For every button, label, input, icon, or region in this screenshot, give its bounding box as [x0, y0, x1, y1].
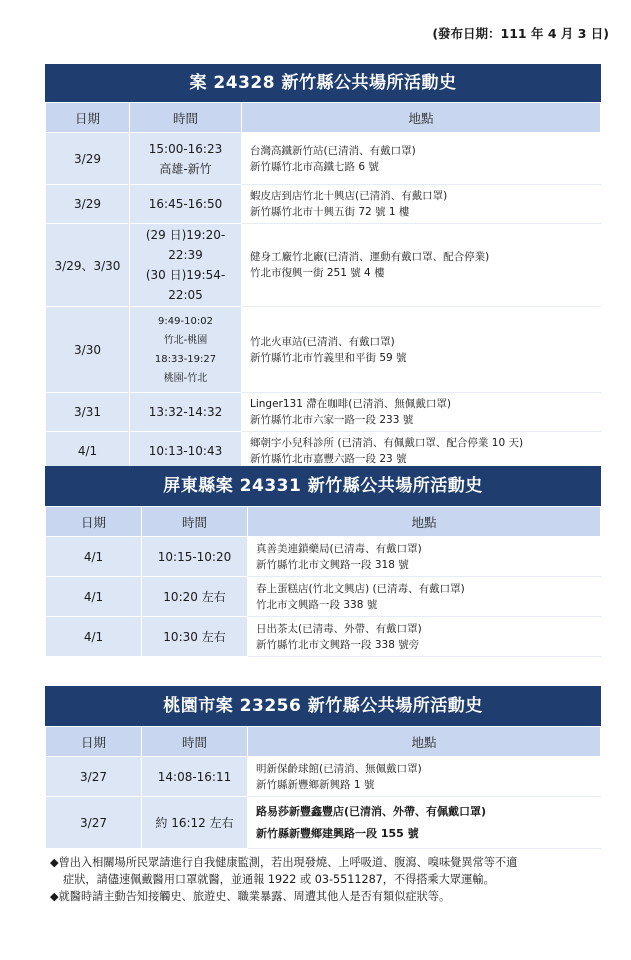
- row-date: 3/30: [46, 307, 130, 393]
- header-date: 日期: [46, 103, 130, 133]
- row-date: 4/1: [46, 617, 142, 657]
- header-time: 時間: [130, 103, 242, 133]
- row-date: 3/29、3/30: [46, 224, 130, 307]
- row-time: 10:30 左右: [142, 617, 248, 657]
- row-time: 10:20 左右: [142, 577, 248, 617]
- row-place: 春上蛋糕店(竹北文興店) (已清毒、有戴口罩) 竹北市文興路一段 338 號: [248, 577, 601, 617]
- header-time: 時間: [142, 727, 248, 757]
- table-row: [46, 393, 601, 432]
- publish-date: (發布日期：111 年 4 月 3 日): [432, 26, 609, 41]
- row-place: 竹北火車站(已清消、有戴口罩) 新竹縣竹北市竹義里和平街 59 號: [242, 307, 601, 393]
- row-time: 10:13-10:43: [130, 432, 242, 471]
- row-place: 鄉朝宇小兒科診所 (已清消、有佩戴口罩、配合停業 10 天) 新竹縣竹北市嘉豐六路一段 23 號: [242, 432, 601, 471]
- table-row: [46, 185, 601, 224]
- table-header-row: [46, 103, 601, 133]
- row-place: Linger131 滯在咖啡(已清消、無佩戴口罩) 新竹縣竹北市六家一路一段 233 號: [242, 393, 601, 432]
- row-date: 3/27: [46, 797, 142, 849]
- row-date: 4/1: [46, 537, 142, 577]
- table-row: [46, 797, 601, 849]
- table-row: [46, 617, 601, 657]
- row-date: 4/1: [46, 577, 142, 617]
- row-date: 3/29: [46, 185, 130, 224]
- row-date: 3/29: [46, 133, 130, 185]
- row-time: 10:15-10:20: [142, 537, 248, 577]
- header-time: 時間: [142, 507, 248, 537]
- notice-line: ◆就醫時請主動告知接觸史、旅遊史、職業暴露、周遭其他人是否有類似症狀等。: [50, 890, 451, 903]
- activity-table: [45, 726, 601, 849]
- row-time: 16:45-16:50: [130, 185, 242, 224]
- header-date: 日期: [46, 507, 142, 537]
- row-time: 13:32-14:32: [130, 393, 242, 432]
- row-time: 約 16:12 左右: [142, 797, 248, 849]
- row-place: 日出茶太(已清毒、外帶、有戴口罩) 新竹縣竹北市文興路一段 338 號旁: [248, 617, 601, 657]
- row-place: 蝦皮店到店竹北十興店(已清消、有戴口罩) 新竹縣竹北市十興五街 72 號 1 樓: [242, 185, 601, 224]
- row-date: 3/31: [46, 393, 130, 432]
- row-date: 4/1: [46, 432, 130, 471]
- row-place: 真善美連鎖藥局(已清毒、有戴口罩) 新竹縣竹北市文興路一段 318 號: [248, 537, 601, 577]
- activity-table: [45, 102, 601, 471]
- table-header-row: [46, 507, 601, 537]
- table-row: [46, 307, 601, 393]
- row-place: 明新保齡球館(已清消、無佩戴口罩) 新竹縣新豐鄉新興路 1 號: [248, 757, 601, 797]
- header-place: 地點: [248, 727, 601, 757]
- header-date: 日期: [46, 727, 142, 757]
- case-24328-section: [45, 64, 601, 471]
- table-header-row: [46, 727, 601, 757]
- header-place: 地點: [242, 103, 601, 133]
- row-time: 15:00-16:23 高雄-新竹: [130, 133, 242, 185]
- table-row: [46, 224, 601, 307]
- row-time: 14:08-16:11: [142, 757, 248, 797]
- table-row: [46, 133, 601, 185]
- case-23256-section: [45, 686, 601, 849]
- table-row: [46, 432, 601, 471]
- notice-line: 症狀，請儘速佩戴醫用口罩就醫，並通報 1922 或 03-5511287，不得搭乘大眾運輸。: [63, 873, 495, 886]
- header-place: 地點: [248, 507, 601, 537]
- case-title: 屏東縣案 24331 新竹縣公共場所活動史: [45, 466, 601, 506]
- notice-line: ◆曾出入相關場所民眾請進行自我健康監測，若出現發燒、上呼吸道、腹瀉、嗅味覺異常等不適: [50, 856, 518, 869]
- case-title: 桃園市案 23256 新竹縣公共場所活動史: [45, 686, 601, 726]
- case-title: 案 24328 新竹縣公共場所活動史: [45, 64, 601, 102]
- table-row: [46, 757, 601, 797]
- health-notice: [50, 854, 620, 905]
- row-time: 9:49-10:02 竹北-桃園 18:33-19:27 桃園-竹北: [130, 307, 242, 393]
- table-row: [46, 577, 601, 617]
- row-date: 3/27: [46, 757, 142, 797]
- row-place: 健身工廠竹北廠(已清消、運動有戴口罩、配合停業) 竹北市復興一街 251 號 4 樓: [242, 224, 601, 307]
- table-row: [46, 537, 601, 577]
- row-time: (29 日)19:20-22:39 (30 日)19:54-22:05: [130, 224, 242, 307]
- row-place: 路易莎新豐鑫豐店(已清消、外帶、有佩戴口罩) 新竹縣新豐鄉建興路一段 155 號: [248, 797, 601, 849]
- activity-table: [45, 506, 601, 657]
- row-place: 台灣高鐵新竹站(已清消、有戴口罩) 新竹縣竹北市高鐵七路 6 號: [242, 133, 601, 185]
- case-24331-section: [45, 466, 601, 657]
